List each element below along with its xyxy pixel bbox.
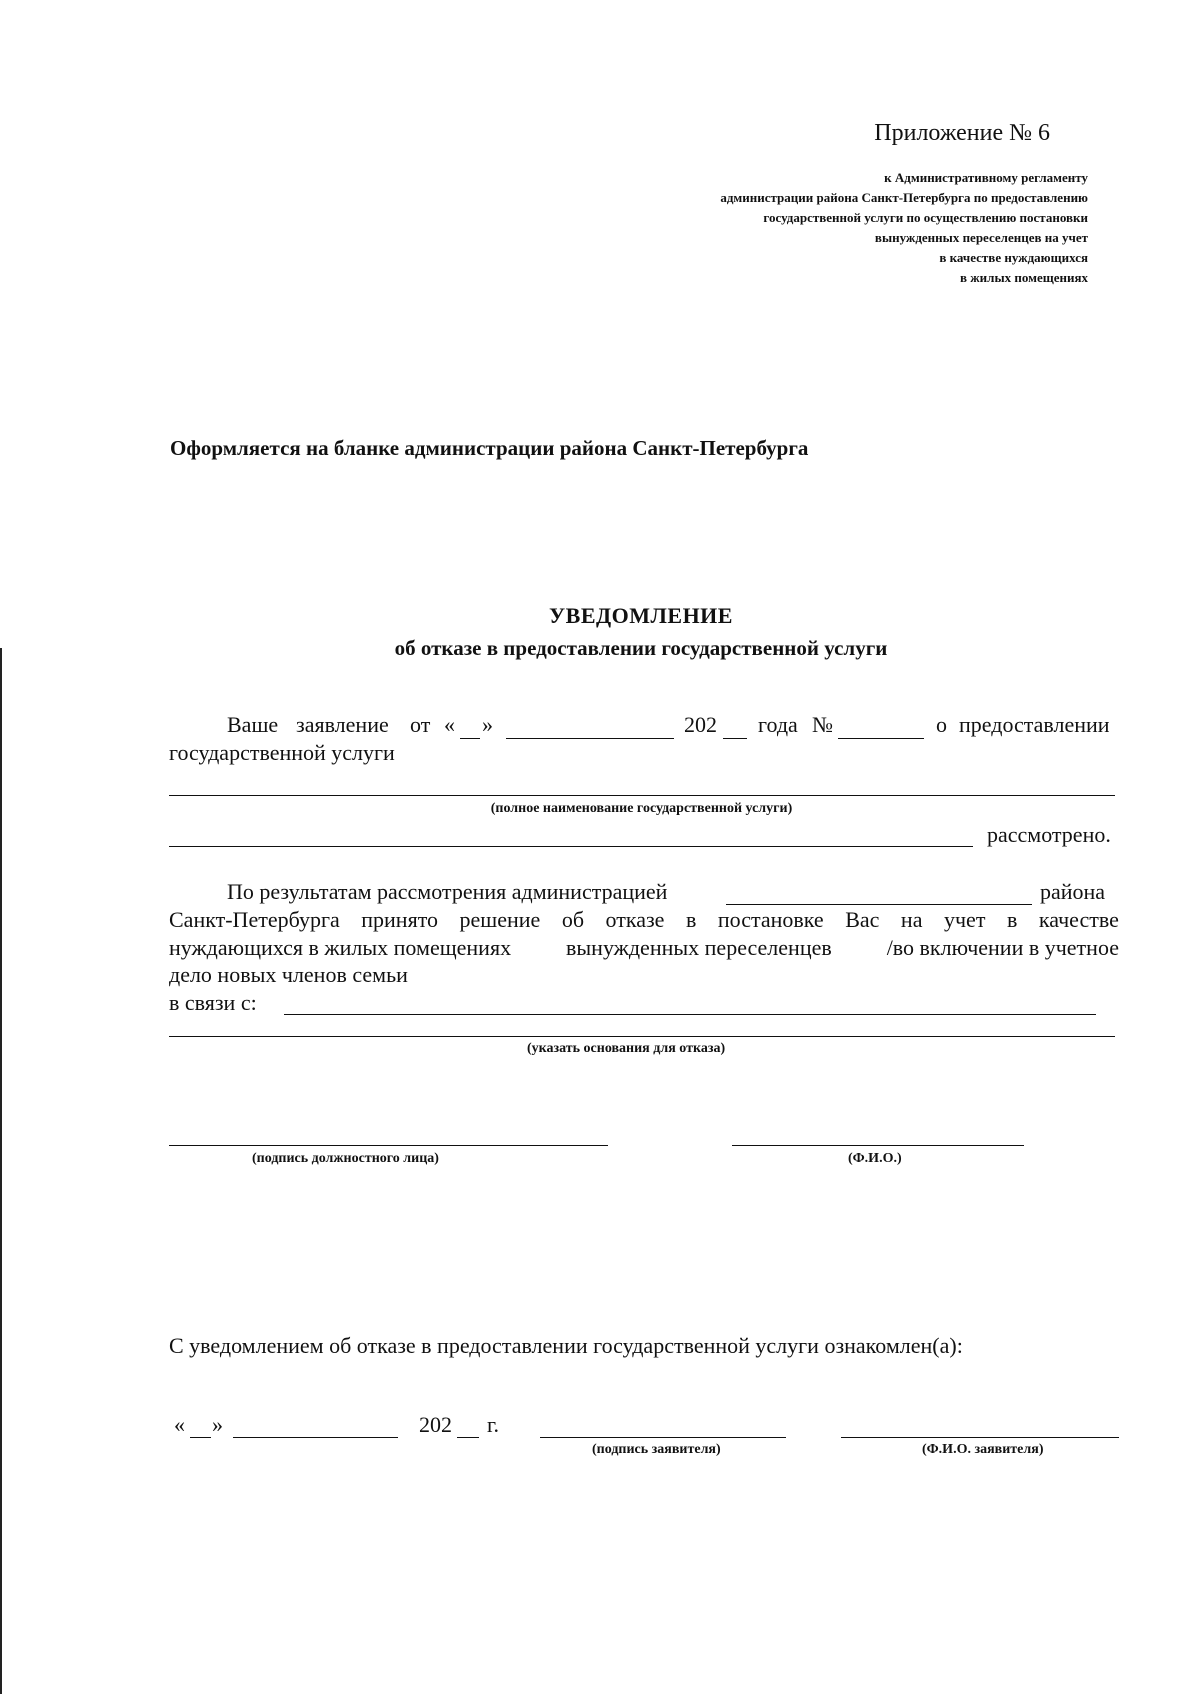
p2-word: Вас	[845, 907, 880, 932]
ack-year-suffix: г.	[487, 1412, 500, 1437]
year-blank	[723, 738, 747, 739]
ack-quote-close: »	[212, 1412, 223, 1437]
p2-line1-end: района	[1040, 879, 1106, 904]
official-signature-line	[169, 1145, 608, 1146]
ack-year-blank	[457, 1437, 479, 1438]
letterhead-note: Оформляется на бланке администрации района Санкт-Петербурга	[170, 436, 809, 460]
appendix-subtitle	[528, 168, 1088, 288]
service-name-line	[169, 795, 1115, 796]
official-fio-caption: (Ф.И.О.)	[848, 1151, 902, 1166]
applicant-signature-line	[540, 1437, 786, 1438]
reason-caption: (указать основания для отказа)	[527, 1041, 726, 1056]
applicant-fio-caption: (Ф.И.О. заявителя)	[922, 1442, 1044, 1457]
appendix-sub-line: вынужденных переселенцев на учет	[874, 230, 1088, 245]
ack-month-blank	[233, 1437, 398, 1438]
service-name-caption: (полное наименование государственной услуги)	[490, 801, 793, 816]
p1-num-sign: №	[812, 712, 833, 737]
p2-line4: дело новых членов семьи	[169, 962, 408, 987]
day-blank	[460, 738, 480, 739]
p2-word: постановке	[717, 907, 824, 932]
document-subtitle: об отказе в предоставлении государственной услуги	[394, 636, 888, 660]
p1-w2: заявление	[296, 712, 389, 737]
appendix-sub-line: государственной услуги по осуществлению постановки	[763, 210, 1088, 225]
official-fio-line	[732, 1145, 1024, 1146]
appendix-sub-line: в качестве нуждающихся	[939, 250, 1088, 265]
administration-blank	[726, 904, 1032, 905]
appendix-sub-line: к Административному регламенту	[884, 170, 1088, 185]
acknowledgement-text: С уведомлением об отказе в предоставлении государственной услуги ознакомлен(а):	[169, 1333, 963, 1358]
p2-word: учет	[943, 907, 986, 932]
reason-line-2	[169, 1036, 1115, 1037]
ack-day-blank	[190, 1437, 211, 1438]
reason-line-1	[284, 1014, 1096, 1015]
p1-quote-close: »	[482, 712, 493, 737]
p2-phrase: /во включении в учетное	[886, 935, 1119, 960]
p2-line1-start: По результатам рассмотрения администрацией	[227, 879, 668, 904]
applicant-signature-caption: (подпись заявителя)	[592, 1442, 721, 1457]
p2-word: в	[685, 907, 697, 932]
p2-word: об	[561, 907, 585, 932]
service-name-line-2	[169, 846, 973, 847]
appendix-title: Приложение № 6	[874, 120, 1050, 146]
p2-word: Санкт-Петербурга	[169, 907, 340, 932]
p2-word: на	[900, 907, 923, 932]
p2-word: в	[1006, 907, 1018, 932]
p1-year-word: года	[758, 712, 798, 737]
p2-word: принято	[361, 907, 439, 932]
p2-phrase: нуждающихся в жилых помещениях	[169, 935, 512, 960]
reviewed-word: рассмотрено.	[987, 822, 1111, 847]
due-to-label: в связи с:	[169, 990, 257, 1015]
official-signature-caption: (подпись должностного лица)	[252, 1151, 439, 1166]
document-title: УВЕДОМЛЕНИЕ	[549, 603, 733, 628]
p2-word: отказе	[605, 907, 665, 932]
p2-phrase: вынужденных переселенцев	[566, 935, 832, 960]
ack-quote-open: «	[174, 1412, 185, 1437]
p2-line2	[169, 907, 1119, 933]
p2-line3	[169, 935, 1119, 961]
p1-w-o: о	[936, 712, 947, 737]
number-blank	[838, 738, 924, 739]
p1-w3: от	[410, 712, 431, 737]
appendix-sub-line: администрации района Санкт-Петербурга по предоставлению	[720, 190, 1088, 205]
appendix-sub-line: в жилых помещениях	[959, 270, 1088, 285]
p1-w1: Ваше	[227, 712, 279, 737]
month-blank	[506, 738, 674, 739]
ack-year: 202	[419, 1412, 452, 1437]
p1-line2: государственной услуги	[169, 740, 395, 765]
p2-word: качестве	[1038, 907, 1119, 932]
p1-quote-open: «	[444, 712, 455, 737]
p1-year: 202	[684, 712, 717, 737]
p2-word: решение	[459, 907, 541, 932]
applicant-fio-line	[841, 1437, 1119, 1438]
p1-w-last: предоставлении	[959, 712, 1110, 737]
